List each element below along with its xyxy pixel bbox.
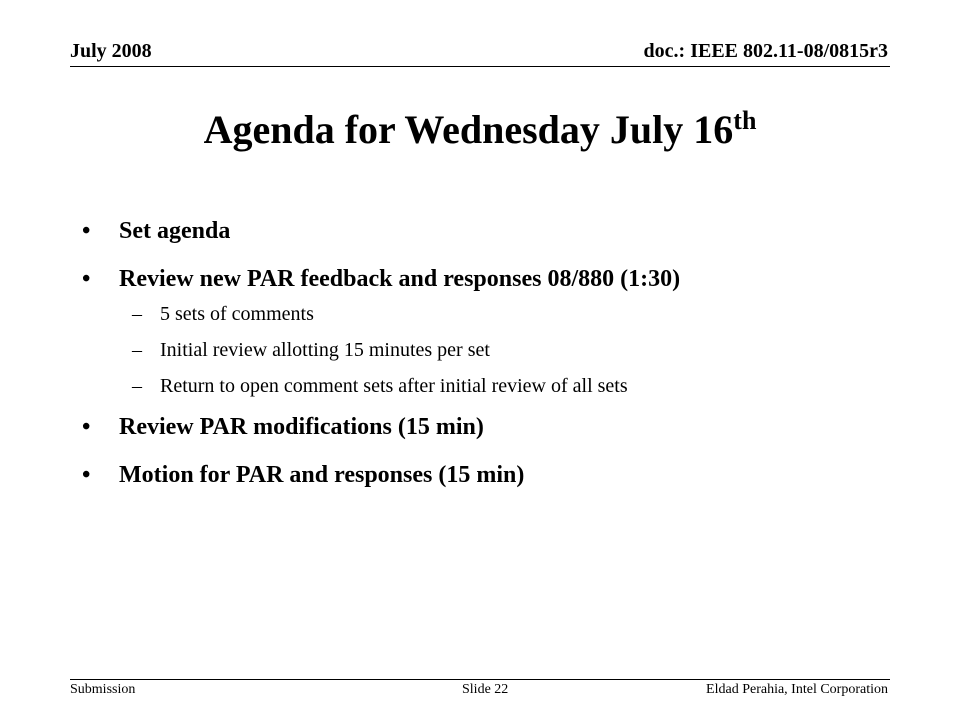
header-divider <box>70 66 890 67</box>
agenda-item-text: Review PAR modifications (15 min) <box>119 414 484 440</box>
agenda-sub-item <box>82 338 900 362</box>
bullet-icon: • <box>82 266 91 292</box>
dash-icon: – <box>132 375 142 397</box>
agenda-item-text: Set agenda <box>119 218 231 244</box>
dash-icon: – <box>132 339 142 361</box>
agenda-item-text: Motion for PAR and responses (15 min) <box>119 462 525 488</box>
agenda-sub-item-text: Initial review allotting 15 minutes per set <box>160 339 490 361</box>
agenda-sub-item-text: 5 sets of comments <box>160 303 314 325</box>
slide-title <box>0 102 960 158</box>
agenda-item <box>82 412 900 442</box>
agenda-sub-item <box>82 302 900 326</box>
bullet-icon: • <box>82 462 91 488</box>
slide-title-superscript: th <box>733 106 757 135</box>
footer-author: Eldad Perahia, Intel Corporation <box>706 682 888 697</box>
footer-divider <box>70 679 890 680</box>
footer-slide-number: Slide 22 <box>462 682 509 697</box>
agenda-sub-list <box>82 302 900 398</box>
header-date: July 2008 <box>70 40 152 62</box>
agenda-item <box>82 264 900 294</box>
agenda-list <box>82 216 900 508</box>
agenda-sub-item <box>82 374 900 398</box>
bullet-icon: • <box>82 414 91 440</box>
agenda-sub-item-text: Return to open comment sets after initial review of all sets <box>160 375 628 397</box>
dash-icon: – <box>132 303 142 325</box>
agenda-item <box>82 460 900 490</box>
agenda-item-text: Review new PAR feedback and responses 08/880 (1:30) <box>119 266 681 292</box>
header-doc-id: doc.: IEEE 802.11-08/0815r3 <box>643 40 888 62</box>
slide-title-text: Agenda for Wednesday July 16 <box>203 107 734 152</box>
bullet-icon: • <box>82 218 91 244</box>
agenda-item <box>82 216 900 246</box>
footer-submission: Submission <box>70 682 136 697</box>
